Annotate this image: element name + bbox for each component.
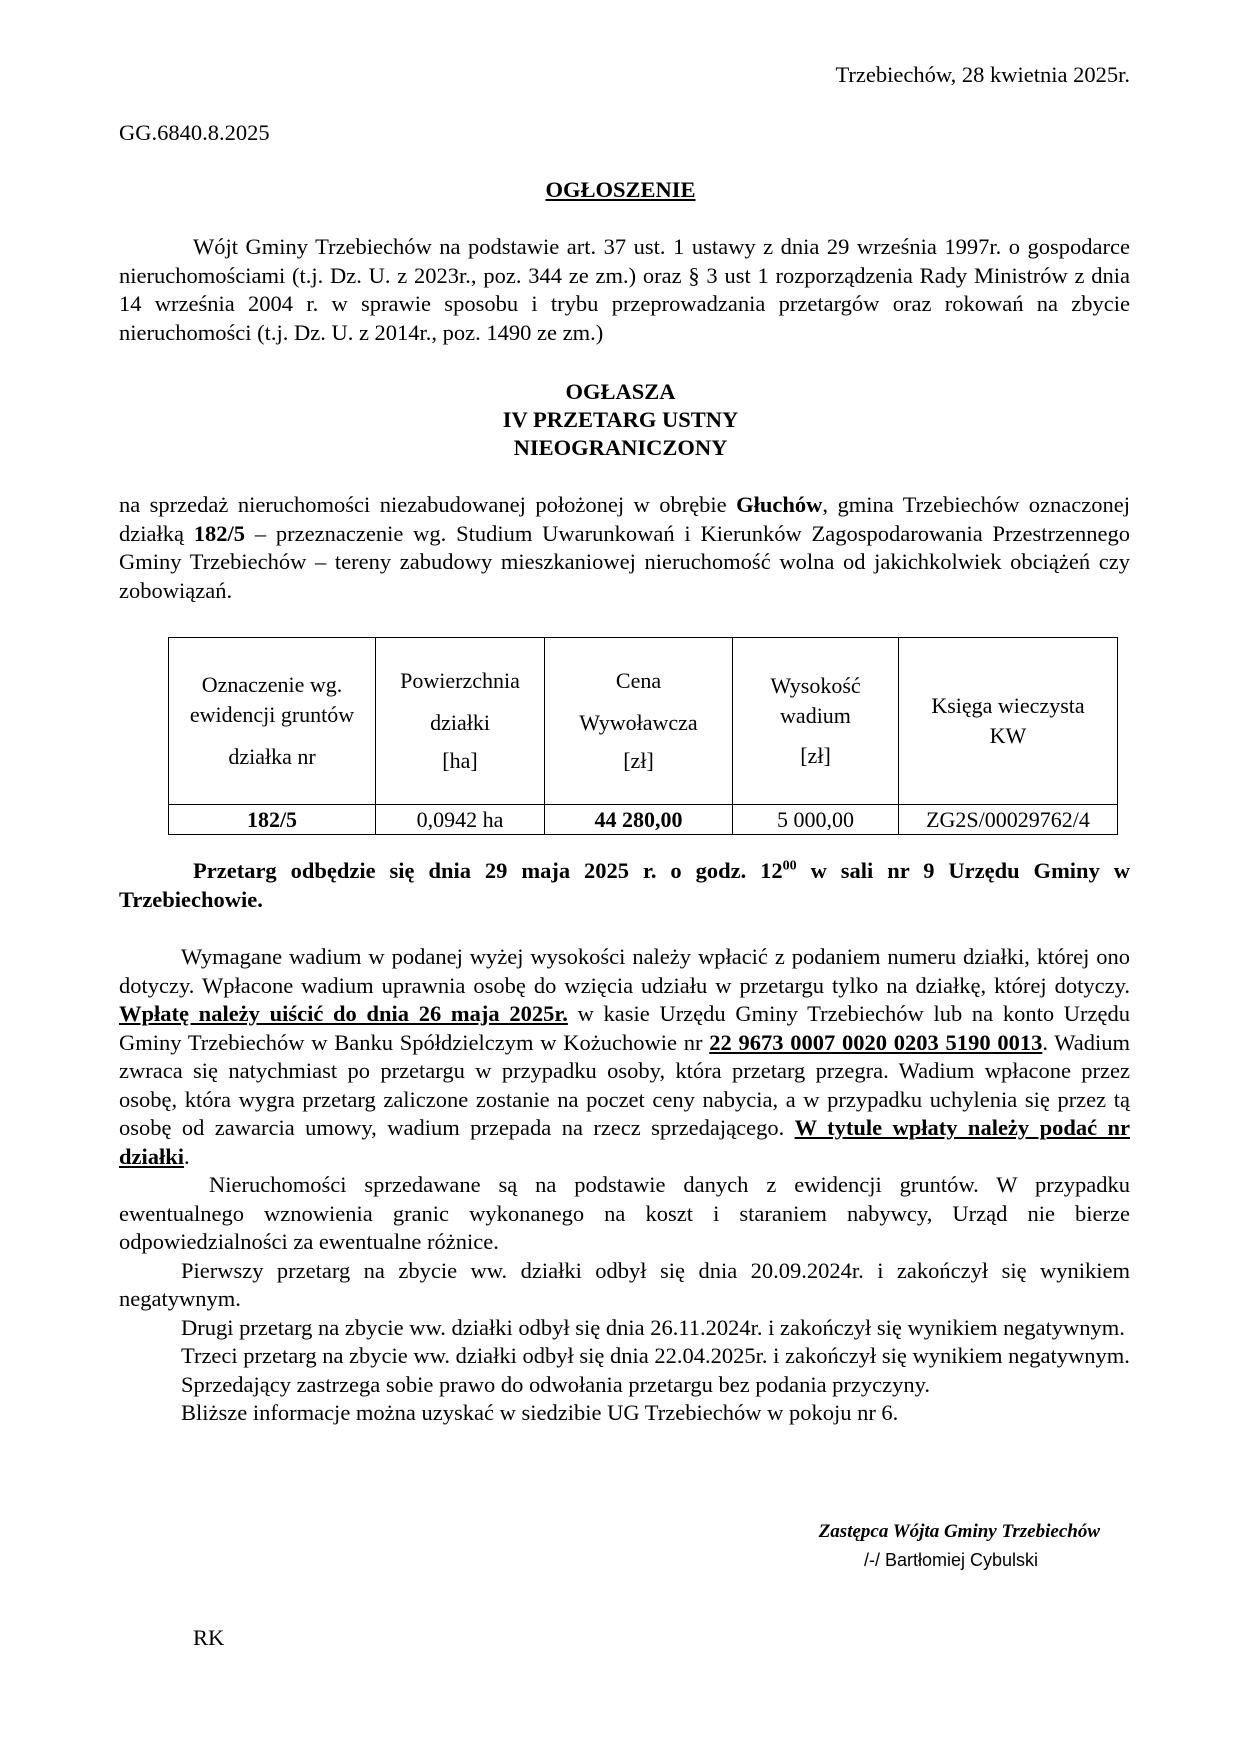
sale-text-part3: – przeznaczenie wg. Studium Uwarunkowań i Kierunków Zagospodarowania Przestrzennego Gminy Trzebiechów – tereny zabudowy mieszkaniowej nieruchomość wolna od jakichkolwiek obciążeń czy zobowiązań.: [119, 520, 1130, 603]
header-cell-area: [376, 638, 545, 805]
auction-place: w sali nr 9 Urzędu Gminy w Trzebiechowie.: [119, 858, 1130, 912]
table-header-row: [169, 638, 1118, 805]
cell-deposit: 5 000,00: [733, 805, 899, 835]
reservation-paragraph: Sprzedający zastrzega sobie prawo do odwołania przetargu bez podania przyczyny.: [181, 1371, 931, 1397]
header-cell-price: [545, 638, 733, 805]
intro-paragraph: [119, 233, 1130, 347]
deposit-deadline: Wpłatę należy uiścić do dnia 26 maja 2025r.: [119, 1001, 568, 1026]
deposit-text-part4: .: [184, 1143, 190, 1169]
header-text: Księga wieczysta: [931, 693, 1085, 718]
auction-text: [119, 857, 1130, 914]
announcement-heading: [0, 378, 1241, 462]
second-auction-paragraph: Drugi przetarg na zbycie ww. działki odbył się dnia 26.11.2024r. i zakończył się wynikiem negatywnym.: [181, 1314, 1125, 1340]
cell-land-register: ZG2S/00029762/4: [899, 805, 1118, 835]
header-text: działka nr: [228, 744, 316, 769]
cell-area: 0,0942 ha: [376, 805, 545, 835]
announcement-line-3: NIEOGRANICZONY: [513, 435, 728, 460]
signature-name: /-/ Bartłomiej Cybulski: [863, 1550, 1038, 1570]
reference-number: GG.6840.8.2025: [119, 120, 270, 145]
sale-text-part1: na sprzedaż nieruchomości niezabudowanej położonej w obrębie: [119, 492, 737, 517]
deposit-text-part3: . Wadium zwraca się natychmiast po przetargu w przypadku osoby, która przetarg przegra. Wadium wpłacone przez osobę, która wygra przetarg zaliczone zostanie na poczet ceny nabycia, a w przypadku uchylenia się przez tą osobę od zawarcia umowy, wadium przepada na rzecz sprzedającego.: [119, 1029, 1130, 1140]
auction-date: Przetarg odbędzie się dnia 29 maja 2025 r. o godz. 12: [193, 858, 783, 883]
header-text: Powierzchnia: [400, 668, 520, 693]
header-text: Oznaczenie wg.: [201, 672, 343, 697]
author-initials: RK: [193, 1625, 225, 1650]
cell-price: 44 280,00: [545, 805, 733, 835]
auction-time-minutes: 00: [782, 858, 797, 874]
header-text: Wywoławcza: [579, 710, 698, 735]
cell-plot: 182/5: [169, 805, 376, 835]
body-paragraphs: [119, 943, 1130, 1428]
header-cell-deposit: [733, 638, 899, 805]
header-text: Wysokość: [770, 673, 861, 698]
payment-title-note: W tytule wpłaty należy podać nr działki: [119, 1115, 1130, 1169]
records-paragraph: Nieruchomości sprzedawane są na podstawie danych z ewidencji gruntów. W przypadku ewentualnego wznowienia granic wykonanego na koszt i staraniem nabywcy, Urząd nie bierze odpowiedzialności za ewentualne różnice.: [119, 1172, 1130, 1254]
sale-text-part2: , gmina Trzebiechów oznaczonej działką: [119, 492, 1130, 546]
header-text: [zł]: [623, 748, 654, 773]
header-text: KW: [989, 723, 1027, 748]
document-title: OGŁOSZENIE: [545, 177, 696, 202]
third-auction-paragraph: Trzeci przetarg na zbycie ww. działki odbył się dnia 22.04.2025r. i zakończył się wynikiem negatywnym.: [181, 1343, 1130, 1368]
header-text: [ha]: [442, 748, 478, 773]
sale-plot-number: 182/5: [193, 520, 246, 546]
table-row: [169, 805, 1118, 835]
header-text: Cena: [615, 668, 662, 693]
sale-locality: Głuchów: [736, 492, 823, 517]
header-text: wadium: [780, 703, 851, 728]
plot-table: [168, 637, 1118, 835]
first-auction-paragraph: Pierwszy przetarg na zbycie ww. działki odbył się dnia 20.09.2024r. i zakończył się wynikiem negatywnym.: [119, 1257, 1130, 1311]
bank-account-number: 22 9673 0007 0020 0203 5190 0013: [709, 1029, 1043, 1055]
header-text: ewidencji gruntów: [189, 702, 355, 727]
announcement-line-1: OGŁASZA: [565, 379, 676, 404]
intro-text: Wójt Gminy Trzebiechów na podstawie art. 37 ust. 1 ustawy z dnia 29 września 1997r. o gospodarce nieruchomościami (t.j. Dz. U. z 2023r., poz. 344 ze zm.) oraz § 3 ust 1 rozporządzenia Rady Ministrów z dnia 14 września 2004 r. w sprawie sposobu i trybu przeprowadzania przetargów oraz rokowań na zbycie nieruchomości (t.j. Dz. U. z 2014r., poz. 1490 ze zm.): [119, 234, 1130, 345]
information-paragraph: Bliższe informacje można uzyskać w siedzibie UG Trzebiechów w pokoju nr 6.: [181, 1400, 899, 1425]
sale-text: [119, 491, 1130, 605]
header-cell-land-register: [899, 638, 1118, 805]
announcement-line-2: IV PRZETARG USTNY: [502, 407, 739, 432]
header-text: [zł]: [800, 743, 831, 768]
deposit-text-part1: Wymagane wadium w podanej wyżej wysokości należy wpłacić z podaniem numeru działki, której ono dotyczy. Wpłacone wadium uprawnia osobę do wzięcia udziału w przetargu tylko na działkę, której dotyczy.: [119, 944, 1130, 998]
deposit-paragraph: [119, 943, 1130, 1171]
deposit-text-part2: w kasie Urzędu Gminy Trzebiechów lub na konto Urzędu Gminy Trzebiechów w Banku Spółdzielczym w Kożuchowie nr: [119, 1001, 1130, 1055]
auction-paragraph: [119, 857, 1130, 914]
place-date: Trzebiechów, 28 kwietnia 2025r.: [835, 62, 1130, 87]
header-text: działki: [430, 710, 490, 735]
sale-paragraph: [119, 491, 1130, 605]
signature-title: Zastępca Wójta Gminy Trzebiechów: [818, 1521, 1100, 1542]
header-cell-plot: [169, 638, 376, 805]
